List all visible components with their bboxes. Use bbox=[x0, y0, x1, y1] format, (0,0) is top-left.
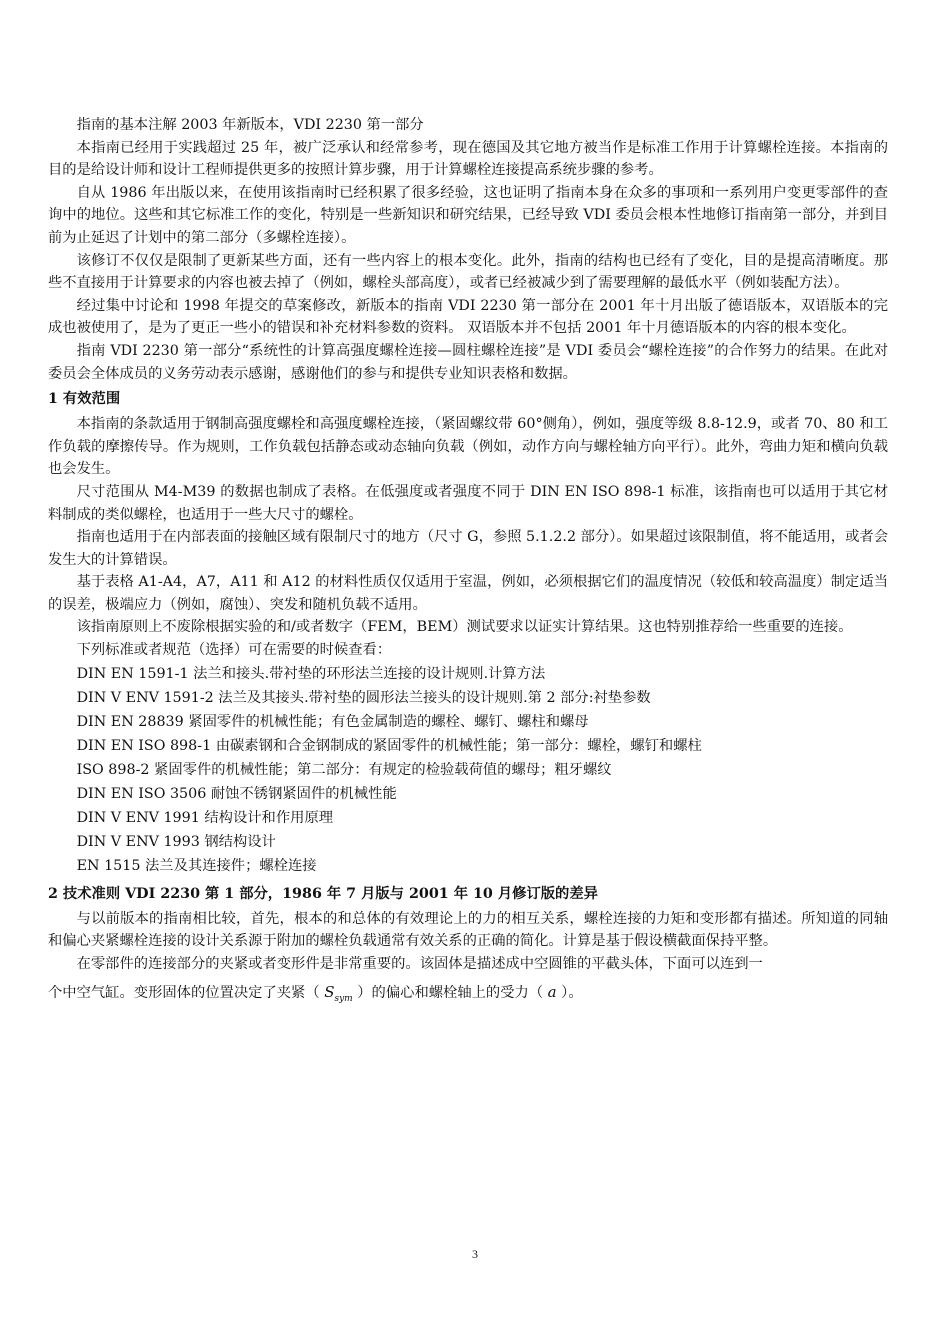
intro-paragraph-3: 该修订不仅仅是限制了更新某些方面，还有一些内容上的根本变化。此外，指南的结构也已经有了变化，目的是提高清晰度。那些不直接用于计算要求的内容也被去掉了（例如，螺栓头部高度），或者已经被减少到了需要理解的最低水平（例如装配方法）。 bbox=[48, 252, 888, 292]
standards-list bbox=[48, 662, 888, 878]
standard-item: DIN V ENV 1991 结构设计和作用原理 bbox=[76, 809, 334, 826]
section-2-paragraph-2: 在零部件的连接部分的夹紧或者变形件是非常重要的。该固体是描述成中空圆锥的平截头体，下面可以连到一 bbox=[76, 955, 763, 972]
intro-paragraph-4: 经过集中讨论和 1998 年提交的草案修改，新版本的指南 VDI 2230 第一部分在 2001 年十月出版了德语版本，双语版本的完成也被使用了，是为了更正一些小的错误和补充材料参数的资料。 双语版本并不包括 2001 年十月德语版本的内容的根本变化。 bbox=[48, 297, 888, 337]
section-2-paragraph-1: 与以前版本的指南相比较，首先，根本的和总体的有效理论上的力的相互关系，螺栓连接的力矩和变形都有描述。所知道的同轴和偏心夹紧螺栓连接的设计关系源于附加的螺栓负载通常有效关系的正确的简化。计算是基于假设横截面保持平整。 bbox=[48, 910, 888, 950]
section-1-paragraph-2: 尺寸范围从 M4-M39 的数据也制成了表格。在低强度或者强度不同于 DIN EN ISO 898-1 标准，该指南也可以适用于其它材料制成的类似螺栓，也适用于一些大尺寸的螺栓。 bbox=[48, 483, 888, 523]
standard-item: DIN EN 1591-1 法兰和接头.带衬垫的环形法兰连接的设计规则.计算方法 bbox=[76, 665, 546, 682]
symbol-a: a bbox=[547, 983, 557, 1002]
section-2-heading: 2 技术准则 VDI 2230 第 1 部分，1986 年 7 月版与 2001 年 10 月修订版的差异 bbox=[48, 885, 598, 902]
last-line-text-3: ）。 bbox=[561, 985, 583, 1002]
section-1-heading: 1 有效范围 bbox=[48, 391, 121, 408]
last-line-text-1: 个中空气缸。变形固体的位置决定了夹紧（ bbox=[48, 985, 320, 1002]
standard-item: DIN EN ISO 3506 耐蚀不锈钢紧固件的机械性能 bbox=[76, 785, 397, 802]
last-line-text-2: ）的偏心和螺栓轴上的受力（ bbox=[357, 985, 544, 1002]
intro-title-line: 指南的基本注解 2003 年新版本，VDI 2230 第一部分 bbox=[76, 117, 424, 133]
intro-paragraph-1: 本指南已经用于实践超过 25 年，被广泛承认和经常参考，现在德国及其它地方被当作是标准工作用于计算螺栓连接。本指南的目的是给设计师和设计工程师提供更多的按照计算步骤，用于计算螺栓连接提高系统步骤的参考。 bbox=[48, 139, 888, 179]
standard-item: EN 1515 法兰及其连接件；螺栓连接 bbox=[76, 857, 317, 874]
section-2-last-line bbox=[48, 975, 888, 1016]
page-number: 3 bbox=[472, 1247, 478, 1261]
intro-paragraph-5: 指南 VDI 2230 第一部分“系统性的计算高强度螺栓连接—圆柱螺栓连接”是 VDI 委员会“螺栓连接”的合作努力的结果。在此对委员会全体成员的义务劳动表示感谢，感谢他们的参与和提供专业知识表格和数据。 bbox=[48, 342, 888, 382]
standard-item: DIN V ENV 1993 钢结构设计 bbox=[76, 833, 276, 850]
section-1-paragraph-5: 该指南原则上不废除根据实验的和/或者数字（FEM，BEM）测试要求以证实计算结果。这也特别推荐给一些重要的连接。 bbox=[76, 619, 853, 636]
symbol-s: S bbox=[324, 983, 335, 1002]
section-1-paragraph-6: 下列标准或者规范（选择）可在需要的时候查看： bbox=[76, 642, 392, 659]
symbol-s-sym bbox=[324, 983, 353, 1005]
section-1-paragraph-1: 本指南的条款适用于钢制高强度螺栓和高强度螺栓连接，（紧固螺纹带 60°侧角），例如，强度等级 8.8-12.9，或者 70、80 和工作负载的摩擦传导。作为规则，工作负载包括静态或动态轴向负载（例如，动作方向与螺栓轴方向平行）。此外，弯曲力矩和横向负载也会发生。 bbox=[48, 416, 888, 478]
standard-item: ISO 898-2 紧固零件的机械性能；第二部分：有规定的检验载荷值的螺母；粗牙螺纹 bbox=[76, 761, 612, 778]
standard-item: DIN EN 28839 紧固零件的机械性能；有色金属制造的螺栓、螺钉、螺柱和螺母 bbox=[76, 713, 589, 730]
section-1-paragraph-3: 指南也适用于在内部表面的接触区域有限制尺寸的地方（尺寸 G，参照 5.1.2.2 部分）。如果超过该限制值，将不能适用，或者会发生大的计算错误。 bbox=[48, 529, 888, 568]
symbol-subscript-sym: sym bbox=[334, 994, 353, 1005]
document-page bbox=[48, 114, 888, 1016]
intro-paragraph-2: 自从 1986 年出版以来，在使用该指南时已经积累了很多经验，这也证明了指南本身在众多的事项和一系列用户变更零部件的查询中的地位。这些和其它标准工作的变化，特别是一些新知识和研究结果，已经导致 VDI 委员会根本性地修订指南第一部分，并到目前为止延迟了计划中的第二部分（多螺栓连接）。 bbox=[48, 184, 888, 246]
standard-item: DIN EN ISO 898-1 由碳素钢和合金钢制成的紧固零件的机械性能；第一部分：螺栓，螺钉和螺柱 bbox=[76, 737, 702, 754]
standard-item: DIN V ENV 1591-2 法兰及其接头.带衬垫的圆形法兰接头的设计规则.第 2 部分:衬垫参数 bbox=[76, 689, 651, 706]
section-1-paragraph-4: 基于表格 A1-A4，A7，A11 和 A12 的材料性质仅仅适用于室温，例如，必须根据它们的温度情况（较低和较高温度）制定适当的误差，极端应力（例如，腐蚀）、突发和随机负载不适用。 bbox=[48, 574, 888, 613]
